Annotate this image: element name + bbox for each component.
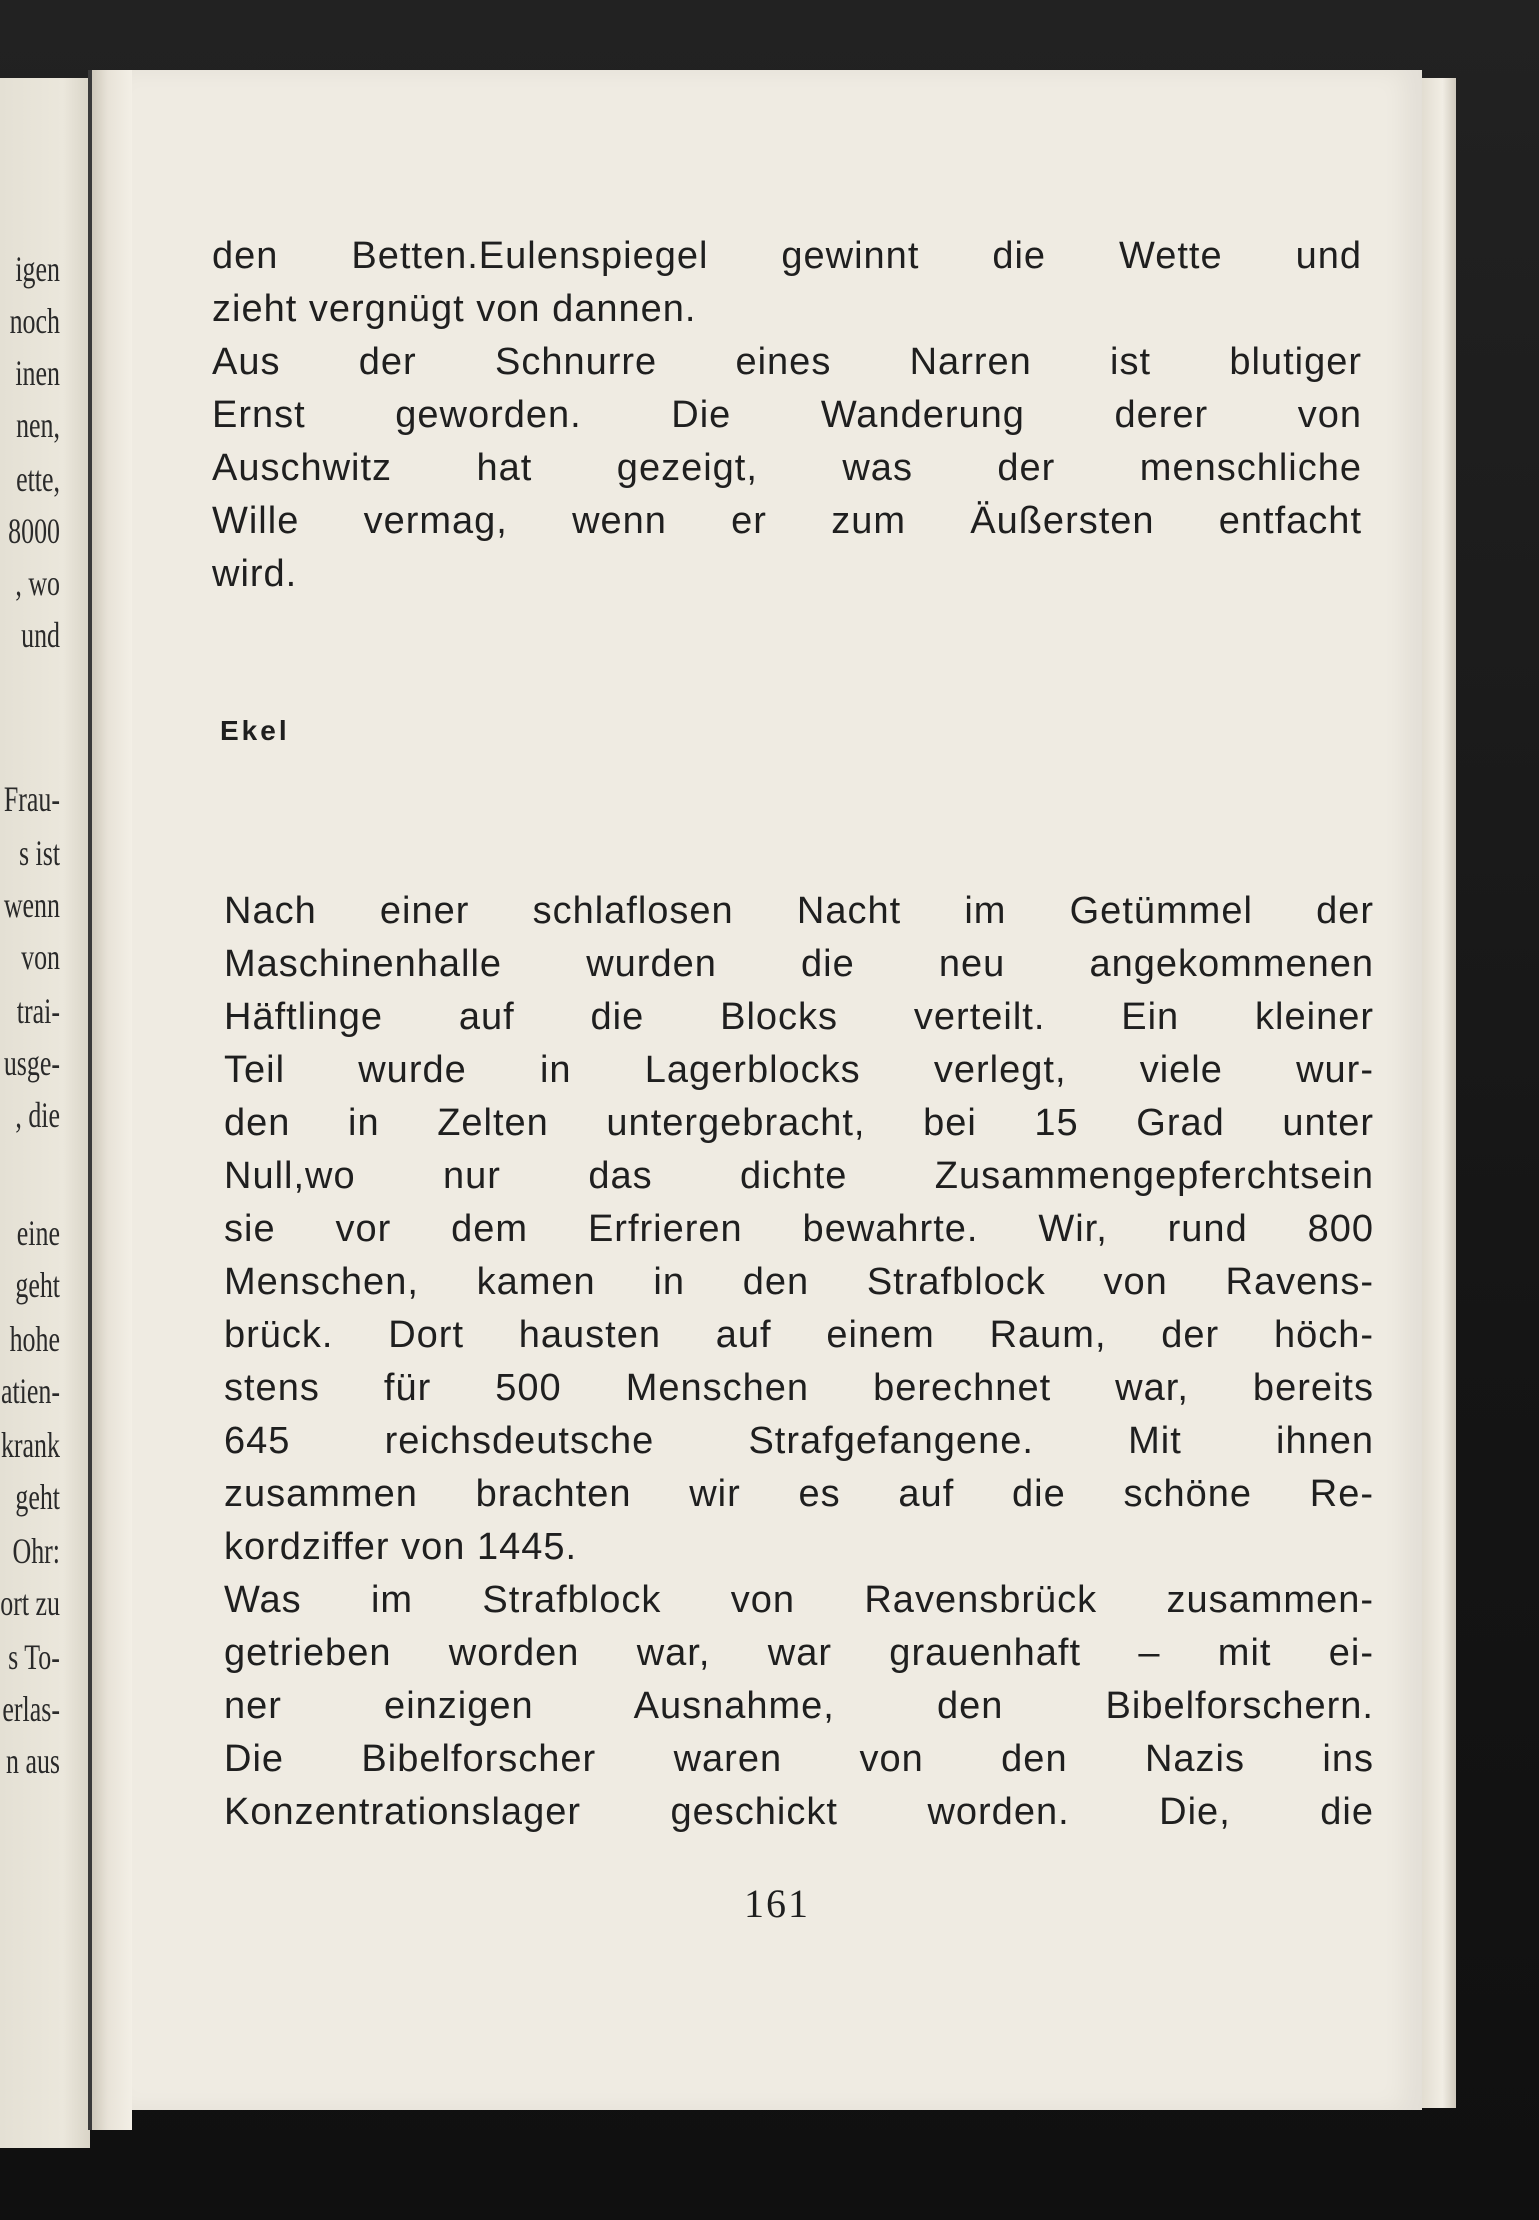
section-heading: Ekel [220,715,290,746]
left-fragment: s ist [18,833,60,873]
left-fragment: n aus [5,1741,60,1781]
text-line: Maschinenhalle wurden die neu angekommenen [224,943,1374,985]
text-line: Null,wo nur das dichte Zusammengepferchtsein [224,1155,1374,1197]
left-fragment: , wo [15,563,60,603]
left-fragment: Frau- [3,779,60,819]
text-line: sie vor dem Erfrieren bewahrte. Wir, rund 800 [224,1208,1374,1250]
text-line: Auschwitz hat gezeigt, was der menschliche [212,447,1362,489]
text-line: Ernst geworden. Die Wanderung derer von [212,394,1362,436]
book-page [132,70,1422,2110]
right-page-edge [1422,78,1456,2108]
left-fragment: krank [0,1425,60,1465]
left-fragment: ette, [16,459,60,499]
paragraph-1 [212,230,1362,601]
text-line: Häftlinge auf die Blocks verteilt. Ein kleiner [224,996,1374,1038]
left-fragment: atien- [0,1371,60,1411]
left-fragment: geht [15,1477,60,1517]
left-fragment: geht [15,1265,60,1305]
left-fragment: und [21,615,60,655]
left-fragment: wenn [3,885,60,925]
left-fragment: erlas- [2,1689,60,1729]
page-gutter [92,70,132,2130]
text-line: zieht vergnügt von dannen. [212,288,697,330]
left-fragment: noch [9,301,60,341]
left-fragment: igen [15,249,60,289]
text-line: stens für 500 Menschen berechnet war, bereits [224,1367,1374,1409]
left-fragment: 8000 [8,511,60,551]
text-line: 645 reichsdeutsche Strafgefangene. Mit ihnen [224,1420,1374,1462]
text-line: kordziffer von 1445. [224,1526,578,1568]
text-line: Aus der Schnurre eines Narren ist blutiger [212,341,1362,383]
text-line: Wille vermag, wenn er zum Äußersten entfacht [212,500,1362,542]
left-fragment: ort zu [0,1583,60,1623]
text-line: Was im Strafblock von Ravensbrück zusammen- [224,1579,1374,1621]
left-fragment: trai- [16,991,60,1031]
text-line: getrieben worden war, war grauenhaft – mit ei- [224,1632,1374,1674]
page-number: 161 [744,1881,810,1926]
left-fragment: von [21,937,60,977]
text-line: Die Bibelforscher waren von den Nazis ins [224,1738,1374,1780]
text-line: brück. Dort hausten auf einem Raum, der höch- [224,1314,1374,1356]
left-fragment: , die [15,1095,60,1135]
text-line: Menschen, kamen in den Strafblock von Ravens- [224,1261,1374,1303]
text-line: Nach einer schlaflosen Nacht im Getümmel der [224,890,1374,932]
left-fragment: usge- [3,1043,60,1083]
paragraph-2 [224,885,1374,1839]
text-line: zusammen brachten wir es auf die schöne Re- [224,1473,1374,1515]
left-fragment: hohe [9,1319,60,1359]
text-line: ner einzigen Ausnahme, den Bibelforschern. [224,1685,1374,1727]
left-fragment: eine [16,1213,60,1253]
text-line: wird. [212,553,298,595]
left-fragment: Ohr: [12,1531,60,1571]
left-fragment: nen, [16,405,60,445]
text-line: den in Zelten untergebracht, bei 15 Grad unter [224,1102,1374,1144]
left-fragment: inen [15,353,60,393]
text-line: Teil wurde in Lagerblocks verlegt, viele wur- [224,1049,1374,1091]
left-fragment: s To- [8,1637,60,1677]
left-page-edge [0,78,90,2148]
text-line: Konzentrationslager geschickt worden. Die, die [224,1791,1374,1833]
text-line: den Betten.Eulenspiegel gewinnt die Wette und [212,235,1362,277]
